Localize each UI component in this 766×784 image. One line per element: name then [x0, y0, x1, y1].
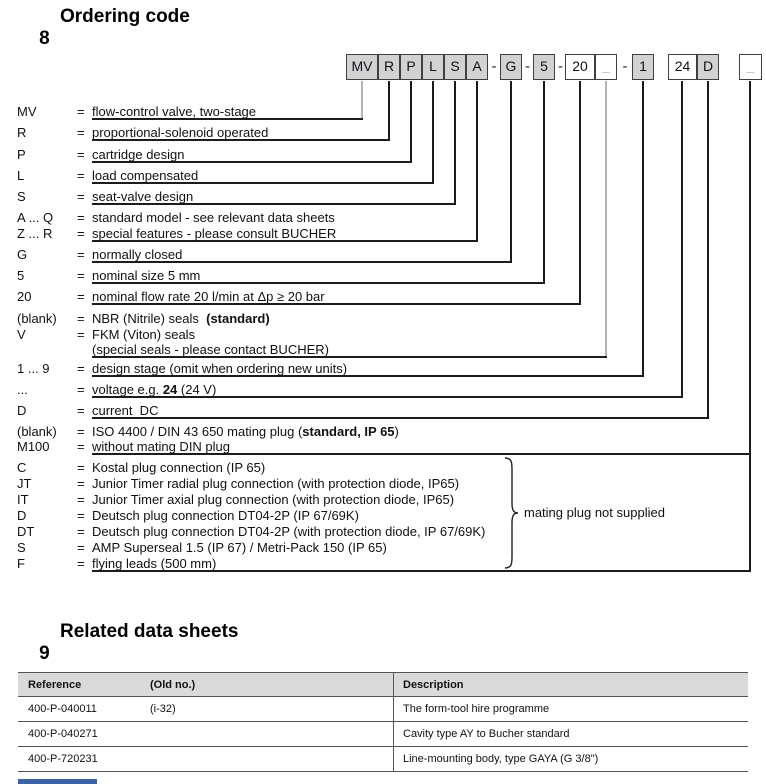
legend-row	[17, 403, 158, 418]
legend-row	[17, 311, 270, 326]
section9-title: Related data sheets	[60, 621, 239, 642]
legend-row	[17, 492, 454, 507]
legend-description: Deutsch plug connection DT04-2P (IP 67/69K)	[92, 508, 359, 523]
leader-line-vertical	[707, 81, 709, 419]
equals-sign: =	[77, 492, 85, 507]
legend-description: (special seals - please contact BUCHER)	[92, 342, 329, 357]
legend-description: design stage (omit when ordering new units)	[92, 361, 348, 376]
legend-description: AMP Superseal 1.5 (IP 67) / Metri-Pack 150 (IP 65)	[92, 540, 387, 555]
table-row	[18, 722, 748, 747]
legend-row	[17, 226, 336, 241]
code-box-S: S	[444, 54, 466, 80]
table-row	[18, 747, 748, 772]
related-data-sheets-table	[18, 672, 748, 772]
equals-sign: =	[77, 424, 85, 439]
table-header-row	[18, 673, 748, 697]
legend-code: MV	[17, 104, 37, 119]
code-box-MV: MV	[346, 54, 378, 80]
legend-description: standard model - see relevant data sheets	[92, 210, 335, 225]
legend-code: M100	[17, 439, 50, 454]
equals-sign: =	[77, 540, 85, 555]
legend-description: Junior Timer axial plug connection (with protection diode, IP65)	[92, 492, 455, 507]
equals-sign: =	[77, 168, 85, 183]
code-separator: -	[525, 58, 530, 75]
table-header-cell: (Old no.)	[150, 679, 196, 691]
legend-description: flow-control valve, two-stage	[92, 104, 257, 119]
legend-row	[17, 361, 347, 376]
code-box-5: 5	[533, 54, 555, 80]
equals-sign: =	[77, 382, 85, 397]
code-box-24: 24	[668, 54, 697, 80]
reference-cell: 400-P-040011	[28, 703, 97, 715]
legend-row	[17, 327, 195, 342]
legend-description: Deutsch plug connection DT04-2P (with protection diode, IP 67/69K)	[92, 524, 486, 539]
code-box-D: D	[697, 54, 719, 80]
section8-number: 8	[39, 28, 50, 49]
code-box-20: 20	[565, 54, 595, 80]
legend-code: S	[17, 189, 26, 204]
equals-sign: =	[77, 289, 85, 304]
legend-row	[17, 524, 485, 539]
leader-line-vertical	[605, 81, 607, 358]
legend-row	[17, 508, 359, 523]
equals-sign: =	[77, 104, 85, 119]
legend-code: D	[17, 508, 27, 523]
old-no-cell: (i-32)	[150, 703, 176, 715]
legend-description: proportional-solenoid operated	[92, 125, 269, 140]
equals-sign: =	[77, 147, 85, 162]
legend-row	[17, 247, 182, 262]
legend-code: 1 ... 9	[17, 361, 50, 376]
legend-row	[17, 424, 399, 439]
legend-row	[17, 439, 230, 454]
legend-row	[17, 342, 329, 357]
legend-code: Z ... R	[17, 226, 53, 241]
table-column-divider	[393, 673, 394, 772]
legend-row	[17, 125, 268, 140]
code-box-R: R	[378, 54, 400, 80]
section8-heading	[18, 6, 190, 94]
equals-sign: =	[77, 210, 85, 225]
description-cell: Line-mounting body, type GAYA (G 3/8")	[403, 753, 599, 765]
legend-code: S	[17, 540, 26, 555]
legend-code: G	[17, 247, 28, 262]
code-box-P: P	[400, 54, 422, 80]
equals-sign: =	[77, 439, 85, 454]
code-box-blank-9: _	[595, 54, 617, 80]
legend-description: Kostal plug connection (IP 65)	[92, 460, 266, 475]
code-box-1: 1	[632, 54, 654, 80]
equals-sign: =	[77, 508, 85, 523]
code-box-L: L	[422, 54, 444, 80]
legend-row	[17, 268, 200, 283]
legend-code: JT	[17, 476, 32, 491]
legend-code: D	[17, 403, 27, 418]
equals-sign: =	[77, 189, 85, 204]
legend-code: 5	[17, 268, 25, 283]
legend-description: Junior Timer radial plug connection (with protection diode, IP65)	[92, 476, 460, 491]
legend-description: nominal flow rate 20 l/min at Δp ≥ 20 bar	[92, 289, 325, 304]
equals-sign: =	[77, 226, 85, 241]
equals-sign: =	[77, 460, 85, 475]
leader-line-vertical	[681, 81, 683, 398]
leader-line-vertical	[388, 81, 390, 141]
legend-row	[17, 540, 387, 555]
equals-sign: =	[77, 476, 85, 491]
legend-description: ISO 4400 / DIN 43 650 mating plug (standard, IP 65)	[92, 424, 399, 439]
equals-sign: =	[77, 524, 85, 539]
legend-row	[17, 476, 459, 491]
section8-title: Ordering code	[60, 6, 190, 27]
table-row	[18, 697, 748, 722]
legend-row	[17, 289, 325, 304]
legend-description: normally closed	[92, 247, 183, 262]
legend-description: load compensated	[92, 168, 199, 183]
curly-brace	[502, 456, 519, 570]
reference-cell: 400-P-040271	[28, 728, 98, 740]
legend-description: FKM (Viton) seals	[92, 327, 196, 342]
legend-row	[17, 210, 335, 225]
legend-description: voltage e.g. 24 (24 V)	[92, 382, 217, 397]
leader-line-vertical	[510, 81, 512, 263]
leader-line-vertical	[543, 81, 545, 284]
code-separator: -	[491, 58, 497, 75]
partial-row-highlight	[18, 779, 97, 784]
code-box-A: A	[466, 54, 488, 80]
legend-row	[17, 147, 185, 162]
code-box-G: G	[500, 54, 522, 80]
legend-code: C	[17, 460, 27, 475]
legend-code: DT	[17, 524, 35, 539]
equals-sign: =	[77, 311, 85, 326]
equals-sign: =	[77, 268, 85, 283]
legend-code: V	[17, 327, 26, 342]
description-cell: Cavity type AY to Bucher standard	[403, 728, 570, 740]
legend-row	[17, 382, 216, 397]
legend-row	[17, 168, 198, 183]
code-box-blank-13: _	[739, 54, 762, 80]
code-separator: -	[622, 58, 628, 75]
legend-description: cartridge design	[92, 147, 185, 162]
legend-description: NBR (Nitrile) seals (standard)	[92, 311, 270, 326]
legend-description: without mating DIN plug	[92, 439, 231, 454]
legend-code: (blank)	[17, 424, 57, 439]
code-separator: -	[558, 58, 563, 75]
legend-description: special features - please consult BUCHER	[92, 226, 337, 241]
equals-sign: =	[77, 361, 85, 376]
equals-sign: =	[77, 327, 85, 342]
brace-label: mating plug not supplied	[524, 505, 665, 520]
legend-row	[17, 189, 193, 204]
legend-description: nominal size 5 mm	[92, 268, 201, 283]
section9-number: 9	[39, 643, 50, 664]
legend-code: IT	[17, 492, 29, 507]
legend-description: seat-valve design	[92, 189, 194, 204]
leader-line-vertical	[361, 81, 363, 120]
legend-code: A ... Q	[17, 210, 54, 225]
table-header-cell: Reference	[28, 679, 82, 691]
leader-line-vertical	[432, 81, 434, 184]
legend-underline	[92, 417, 709, 419]
leader-line-vertical	[642, 81, 644, 377]
legend-row	[17, 460, 265, 475]
legend-code: (blank)	[17, 311, 57, 326]
legend-code: ...	[17, 382, 28, 397]
equals-sign: =	[77, 403, 85, 418]
legend-description: current DC	[92, 403, 159, 418]
leader-line-vertical	[454, 81, 456, 205]
leader-line-vertical	[749, 81, 751, 572]
legend-code: P	[17, 147, 26, 162]
legend-row	[17, 556, 216, 571]
reference-cell: 400-P-720231	[28, 753, 98, 765]
legend-row	[17, 104, 256, 119]
legend-code: 20	[17, 289, 32, 304]
legend-code: L	[17, 168, 25, 183]
legend-code: R	[17, 125, 27, 140]
equals-sign: =	[77, 125, 85, 140]
equals-sign: =	[77, 556, 85, 571]
legend-code: F	[17, 556, 25, 571]
leader-line-vertical	[410, 81, 412, 163]
legend-description: flying leads (500 mm)	[92, 556, 217, 571]
table-header-cell: Description	[403, 679, 464, 691]
leader-line-vertical	[476, 81, 478, 242]
leader-line-vertical	[579, 81, 581, 305]
equals-sign: =	[77, 247, 85, 262]
description-cell: The form-tool hire programme	[403, 703, 550, 715]
